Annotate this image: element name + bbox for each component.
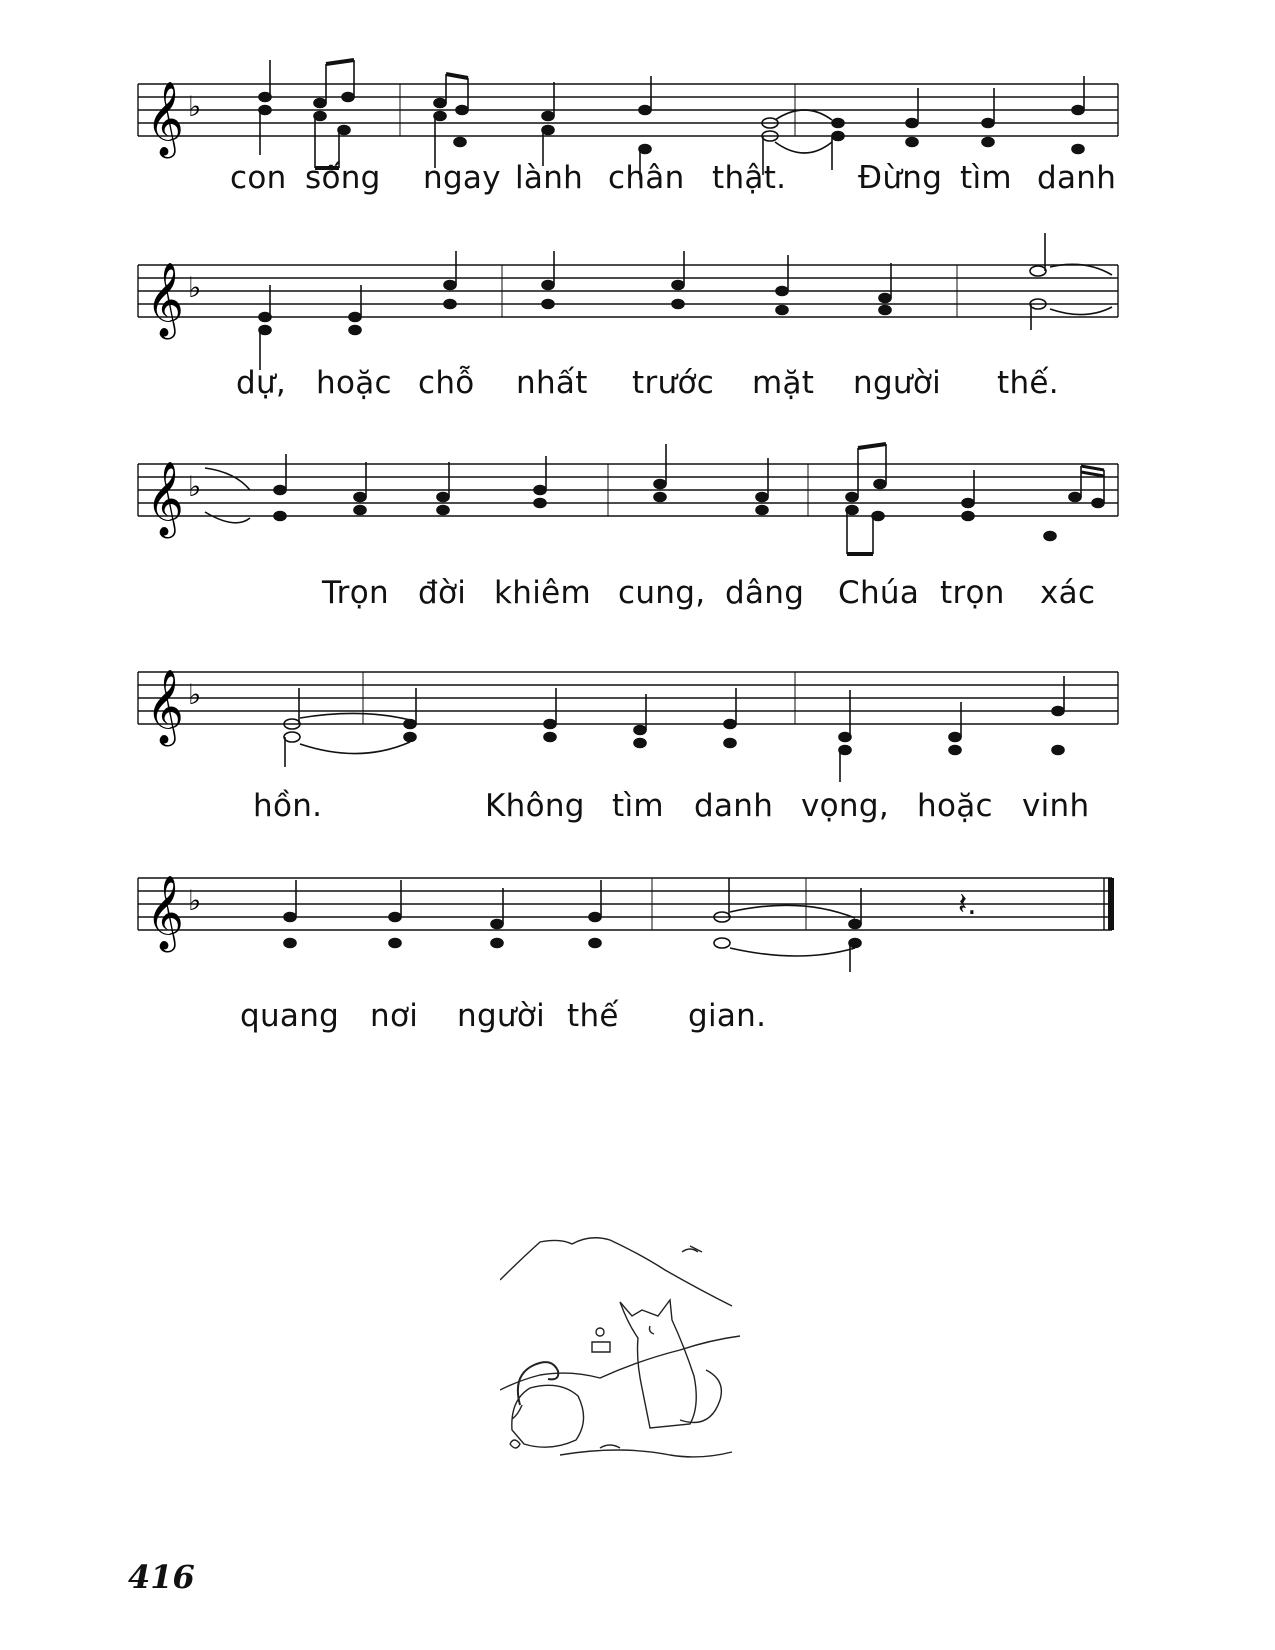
lyric-syllable: Đừng — [858, 160, 943, 196]
lyric-syllable: vinh — [1022, 788, 1090, 824]
lyrics-line-2 — [0, 365, 1275, 415]
lyric-syllable: cung, — [618, 575, 706, 611]
lyric-syllable: thật. — [712, 160, 787, 196]
lyric-syllable: tìm — [960, 160, 1012, 196]
staff-2 — [0, 245, 1275, 385]
lyric-syllable: danh — [1037, 160, 1117, 196]
treble-clef-icon: 𝄞 — [146, 82, 184, 156]
lyric-syllable: con — [230, 160, 287, 196]
staff-1 — [0, 40, 1275, 180]
lyric-syllable: lành — [515, 160, 584, 196]
lyric-syllable: vọng, — [801, 788, 889, 824]
lyrics-line-3 — [0, 575, 1275, 625]
lyric-syllable: danh — [694, 788, 774, 824]
lyric-syllable: quang — [240, 998, 340, 1034]
fox-looking-at-mountains-icon — [500, 1230, 760, 1474]
lyric-syllable: thế — [567, 998, 619, 1034]
lyric-syllable: gian. — [688, 998, 767, 1034]
lyric-syllable: xác — [1040, 575, 1096, 611]
treble-clef-icon: 𝄞 — [146, 462, 184, 536]
lyric-syllable: người — [457, 998, 546, 1034]
flat-sign-icon: ♭ — [188, 271, 202, 304]
lyric-syllable: nhất — [516, 365, 588, 401]
treble-clef-icon: 𝄞 — [146, 670, 184, 744]
flat-sign-icon: ♭ — [188, 678, 202, 711]
lyric-syllable: ngay — [423, 160, 501, 196]
page-number: 416 — [128, 1558, 195, 1596]
staff-5 — [0, 862, 1275, 1002]
lyric-syllable: Trọn — [322, 575, 389, 611]
lyric-syllable: chân — [608, 160, 685, 196]
lyric-syllable: hoặc — [316, 365, 392, 401]
treble-clef-icon: 𝄞 — [146, 263, 184, 337]
lyric-syllable: sống — [305, 160, 381, 196]
lyrics-line-1 — [0, 160, 1275, 210]
flat-sign-icon: ♭ — [188, 90, 202, 123]
lyric-syllable: trước — [632, 365, 715, 401]
staff-3 — [0, 448, 1275, 588]
flat-sign-icon: ♭ — [188, 884, 202, 917]
lyric-syllable: dự, — [236, 365, 287, 401]
lyric-syllable: người — [853, 365, 942, 401]
lyrics-line-5 — [0, 998, 1275, 1048]
lyric-syllable: khiêm — [494, 575, 591, 611]
lyric-syllable: trọn — [940, 575, 1005, 611]
lyric-syllable: hoặc — [917, 788, 993, 824]
lyric-syllable: hồn. — [253, 788, 323, 824]
lyrics-line-4 — [0, 788, 1275, 838]
lyric-syllable: đời — [418, 575, 467, 611]
lyric-syllable: Không — [485, 788, 585, 824]
quarter-rest-icon: 𝄽. — [958, 887, 977, 922]
lyric-syllable: nơi — [370, 998, 419, 1034]
lyric-syllable: chỗ — [418, 365, 475, 401]
flat-sign-icon: ♭ — [188, 470, 202, 503]
staff-4 — [0, 652, 1275, 792]
final-barline — [1108, 878, 1114, 930]
lyric-syllable: thế. — [997, 365, 1059, 401]
lyric-syllable: dâng — [725, 575, 805, 611]
lyric-syllable: tìm — [612, 788, 664, 824]
lyric-syllable: Chúa — [838, 575, 920, 611]
lyric-syllable: mặt — [752, 365, 815, 401]
treble-clef-icon: 𝄞 — [146, 876, 184, 950]
